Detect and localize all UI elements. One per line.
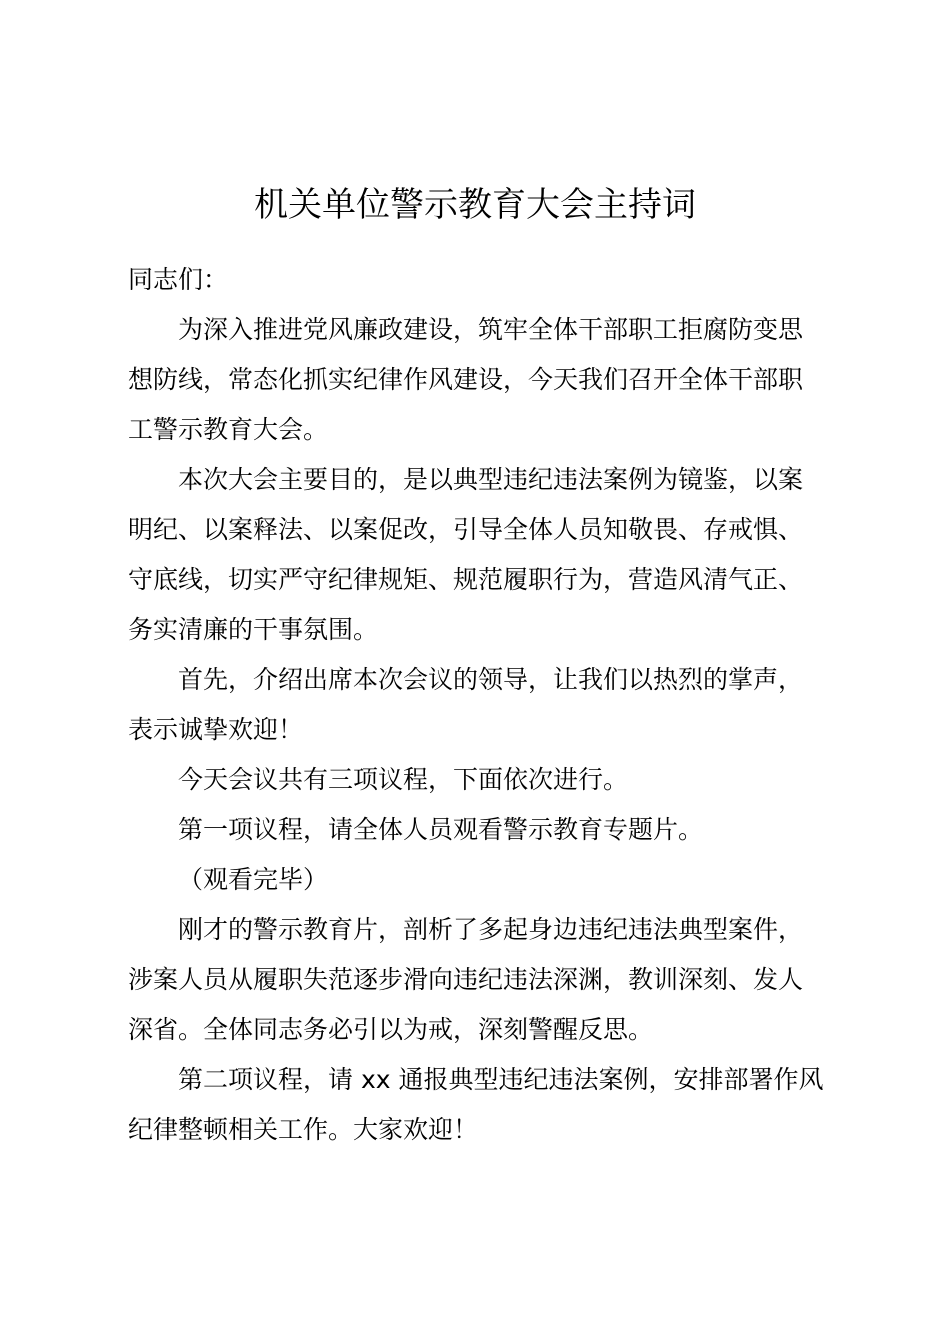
paragraph-3-line-2: 表示诚挚欢迎！ (128, 715, 304, 744)
paragraph-6-line-1: （观看完毕） (178, 865, 329, 894)
document-title: 机关单位警示教育大会主持词 (254, 185, 696, 225)
paragraph-1-line-1: 为深入推进党风廉政建设，筑牢全体干部职工拒腐防变思 (178, 315, 804, 344)
paragraph-1-line-3: 工警示教育大会。 (128, 415, 329, 444)
paragraph-8-line-1: 第二项议程，请 xx 通报典型违纪违法案例，安排部署作风 (178, 1065, 824, 1094)
paragraph-2-line-2: 明纪、以案释法、以案促改，引导全体人员知敬畏、存戒惧、 (128, 515, 804, 544)
document-body (128, 255, 833, 1155)
paragraph-2-line-1: 本次大会主要目的，是以典型违纪违法案例为镜鉴，以案 (178, 465, 804, 494)
salutation-line: 同志们： (128, 265, 229, 294)
paragraph-7-line-1: 刚才的警示教育片，剖析了多起身边违纪违法典型案件， (178, 915, 804, 944)
paragraph-5-line-1: 第一项议程，请全体人员观看警示教育专题片。 (178, 815, 704, 844)
paragraph-2-line-4: 务实清廉的干事氛围。 (128, 615, 379, 644)
paragraph-8-line-2: 纪律整顿相关工作。大家欢迎！ (128, 1115, 479, 1144)
paragraph-1-line-2: 想防线，常态化抓实纪律作风建设，今天我们召开全体干部职 (128, 365, 804, 394)
paragraph-7-line-3: 深省。全体同志务必引以为戒，深刻警醒反思。 (128, 1015, 654, 1044)
paragraph-4-line-1: 今天会议共有三项议程，下面依次进行。 (178, 765, 629, 794)
paragraph-2-line-3: 守底线，切实严守纪律规矩、规范履职行为，营造风清气正、 (128, 565, 804, 594)
paragraph-3-line-1: 首先，介绍出席本次会议的领导，让我们以热烈的掌声， (178, 665, 804, 694)
paragraph-7-line-2: 涉案人员从履职失范逐步滑向违纪违法深渊，教训深刻、发人 (128, 965, 804, 994)
